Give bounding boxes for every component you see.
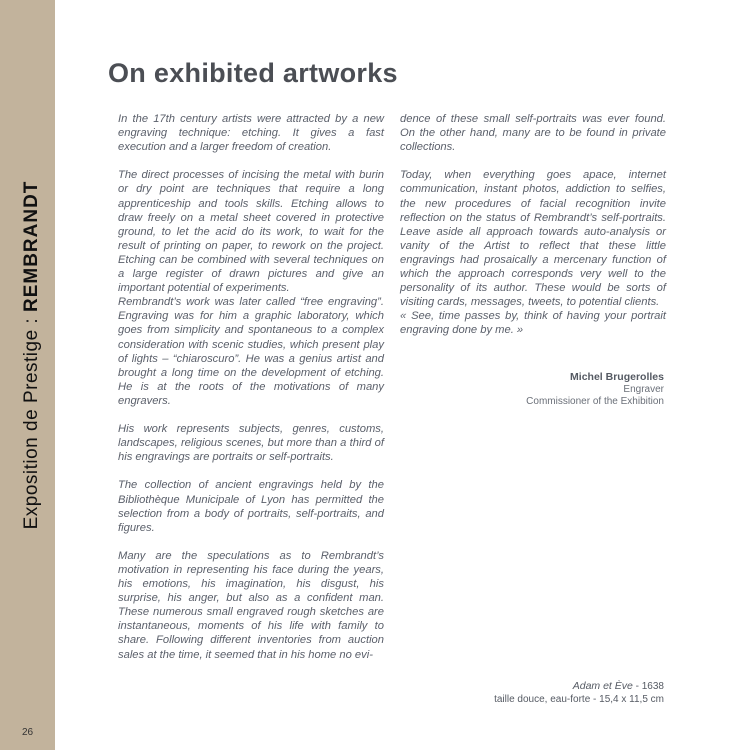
page-title: On exhibited artworks (108, 58, 398, 88)
artwork-year: 1638 (641, 681, 664, 692)
paragraph: Many are the speculations as to Rembrandt’s motivation in representing his face during the years, his emotions, his imagination, his disgust, his surprise, his anger, but also as a confident man. These numerous small engraved rough sketches are instantaneous, moments of his life with family to share. Following different inventories from auction sales at the time, it seemed that in his home no evi- (118, 549, 384, 661)
caption-separator: - (632, 681, 642, 692)
article-left-column (118, 112, 384, 662)
article-right-column (400, 112, 666, 338)
paragraph: His work represents subjects, genres, customs, landscapes, religious scenes, but more than a third of his engravings are portraits or self-portraits. (118, 423, 384, 464)
author-name: Michel Brugerolles (570, 371, 664, 383)
artwork-details: taille douce, eau-forte - 15,4 x 11,5 cm (494, 694, 664, 705)
quote: « See, time passes by, think of having your portrait engraving done by me. » (400, 310, 666, 337)
artwork-title: Adam et Ève (572, 680, 633, 692)
paragraph: The collection of ancient engravings held by the Bibliothèque Municipale of Lyon has permitted the selection from a body of portraits, self-portraits, and figures. (118, 479, 384, 534)
paragraph: Rembrandt’s work was later called “free engraving”. Engraving was for him a graphic laboratory, which goes from simplicity and spontaneous to a complex consideration with scenic studies, which present play of lights – “chiaroscuro”. He was a genius artist and brought a long time on the development of etching. He is at the roots of the motivations of many engravers. (118, 296, 384, 407)
paragraph: Today, when everything goes apace, internet communication, instant photos, addiction to selfies, the new procedures of facial recognition invite reflection on the status of Rembrandt’s self-portraits. Leave aside all approach towards auto-analysis or vanity of the Artist to reflect that these little engravings had prosaically a mercenary function of which the approach corresponds very well to the personality of its author. These would be sorts of visiting cards, messages, tweets, to potential clients. (400, 169, 666, 309)
exhibition-title-emphasis: REMBRANDT (21, 180, 42, 313)
exhibition-title-prefix: Exposition de Prestige : (21, 312, 42, 530)
sidebar-band (0, 0, 55, 750)
paragraph: dence of these small self-portraits was ever found. On the other hand, many are to be found in private collections. (400, 113, 666, 154)
paragraph: The direct processes of incising the metal with burin or dry point are techniques that require a long apprenticeship and tools skills. Etching allows to draw freely on a metal sheet covered in protective ground, to let the acid do its work, to wait for the result of printing on paper, to rework on the project. Etching can be combined with several techniques on a large register of drawn pictures and give an important potential of experiments. (118, 169, 384, 295)
paragraph: In the 17th century artists were attracted by a new engraving technique: etching. It gives a fast execution and a larger freedom of creation. (118, 113, 384, 154)
author-role: Engraver (623, 383, 664, 395)
exhibition-title (21, 181, 43, 530)
author-position: Commissioner of the Exhibition (526, 396, 664, 407)
page-number: 26 (22, 727, 34, 738)
author-signature (526, 371, 664, 409)
artwork-caption (494, 680, 664, 706)
